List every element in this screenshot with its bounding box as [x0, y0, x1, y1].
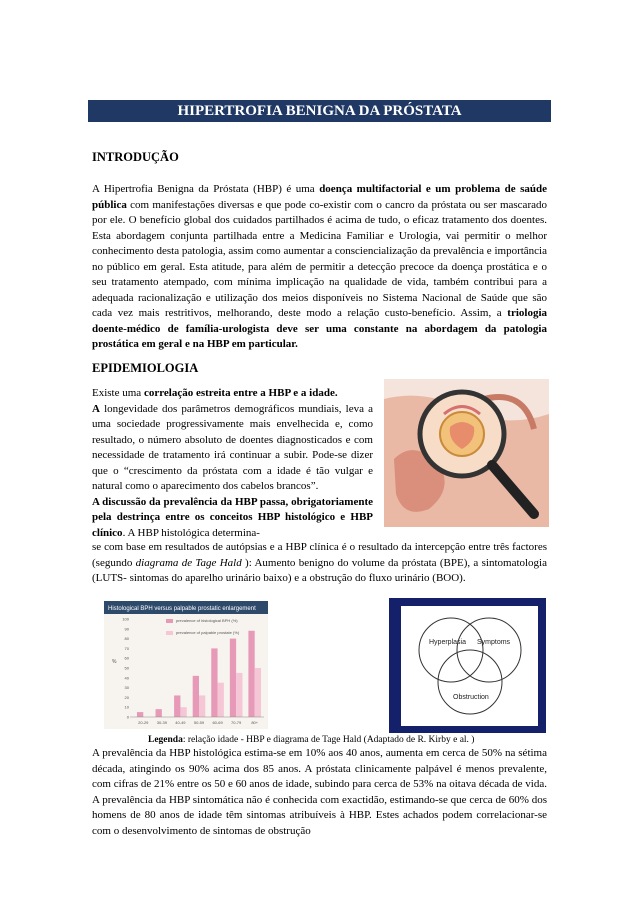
chart-x-tick-label: 30-39: [156, 720, 167, 725]
bar-histological: [174, 695, 180, 717]
intro-bold-2: triologia doente-médico de família-urologista deve ser uma constante na abordagem da patologia prostática em geral e na HBP em particular.: [92, 307, 547, 350]
chart-y-tick-label: 70: [124, 645, 129, 651]
chart-y-tick-label: 30: [124, 685, 129, 691]
caption-text: : relação idade - HBP e diagrama de Tage Hald (Adaptado de R. Kirby e al. ): [182, 735, 475, 745]
chart-title: Histological BPH versus palpable prostatic enlargement: [108, 606, 256, 612]
epidemiology-left-column: [92, 386, 373, 541]
epi-text-3: . A HBP histológica determina-: [122, 526, 260, 539]
chart-x-tick-label: 60-69: [212, 720, 223, 725]
epi-bold-1: correlação estreita entre a HBP e a idade.: [143, 387, 338, 399]
bar-histological: [211, 648, 217, 717]
bph-prevalence-chart: [104, 601, 268, 729]
chart-y-tick-label: 50: [124, 665, 129, 671]
chart-y-tick-label: 20: [124, 694, 129, 700]
epi-bold-2: A: [92, 402, 100, 415]
bar-histological: [248, 631, 254, 717]
chart-x-tick-label: 80+: [251, 720, 259, 725]
chart-y-tick-label: 100: [122, 616, 129, 622]
chart-x-labels: [138, 720, 259, 725]
venn-label-obstruction: Obstruction: [453, 694, 489, 701]
caption-bold: Legenda: [148, 735, 183, 745]
intro-text-2: com manifestações diversas e que pode co-existir com o cancro da próstata ou ser mascarado por ele. O benefício global dos cuidados partilhados é acima de tudo, o eficaz tratamento dos doentes. Esta abordagem conjunta partilhada entre a Medicina Familiar e Urologia, vai permitir o melhor conhecimento desta patologia, assim como aumentar a consciencialização da prevalência e importância no público em geral. Esta atitude, para além de permitir a detecção precoce da doença prostática e o seu tratamento atempado, com mínima implicação na qualidade de vida, também contribui para a adequada racionalização e utilização dos meios disponíveis no Sistema Nacional de Saúde que são cada vez mais restritivos, melhorando, deste modo a relação custo-benefício. Assim, a: [92, 198, 547, 319]
prostate-magnifier-illustration: [384, 379, 549, 527]
epi-wide-text-1: se com base em resultados de autópsias e a HBP clínica é o resultado da intercepção entre três factores (segundo: [92, 541, 547, 569]
figure-caption: [148, 735, 474, 745]
intro-bold-1: doença multifactorial e um problema de saúde pública: [92, 183, 547, 211]
intro-heading: INTRODUÇÃO: [92, 150, 179, 164]
tage-hald-venn-diagram: [389, 598, 546, 733]
chart-y-tick-label: 0: [126, 714, 129, 720]
bar-palpable: [199, 695, 205, 717]
venn-label-hyperplasia: Hyperplasia: [429, 639, 466, 646]
bar-palpable: [218, 683, 224, 717]
legend-palpable: prevalence of palpable prostate (%): [176, 630, 240, 635]
document-title: HIPERTROFIA BENIGNA DA PRÓSTATA: [88, 100, 551, 122]
legend-swatch-palpable: [166, 631, 173, 635]
legend-histological: prevalence of histological BPH (%): [176, 618, 238, 623]
epi-text-1: Existe uma: [92, 387, 144, 399]
chart-y-tick-label: 90: [124, 626, 129, 632]
bar-histological: [193, 676, 199, 717]
bar-palpable: [236, 673, 242, 717]
bar-histological: [230, 639, 236, 717]
chart-x-tick-label: 20-29: [138, 720, 149, 725]
epi-wide-text-2: ): Aumento benigno do volume da próstata (BPE), a sintomatologia (LUTS- sintomas do aparelho urinário baixo) e a obstrução do fluxo urinário (BOO).: [92, 556, 548, 584]
chart-y-label: %: [112, 659, 117, 665]
venn-label-symptoms: Symptoms: [477, 639, 511, 646]
chart-y-tick-label: 10: [124, 704, 129, 710]
chart-x-tick-label: 40-49: [175, 720, 186, 725]
bar-histological: [137, 712, 143, 717]
chart-x-tick-label: 50-59: [193, 720, 205, 725]
epi-text-2: longevidade dos parâmetros demográficos mundiais, leva a uma sociedade progressivamente mais envelhecida e, como resultado, o número absoluto de doentes diagnosticados e com necessidade de tratamento irá continuar a subir. Pode-se dizer que o “crescimento da próstata com a idade é tão vulgar e natural como o aparecimento dos cabelos brancos”.: [92, 402, 373, 492]
chart-x-tick-label: 70-79: [231, 720, 242, 725]
epi-wide-italic: diagrama de Tage Hald: [135, 556, 242, 569]
intro-paragraph: [92, 182, 547, 353]
chart-y-tick-label: 60: [124, 655, 129, 661]
bar-palpable: [255, 668, 261, 717]
chart-y-tick-label: 80: [124, 636, 129, 642]
epidemiology-wide-paragraph: [92, 540, 547, 587]
closing-paragraph: A prevalência da HBP histológica estima-se em 10% aos 40 anos, aumenta em cerca de 50% na sétima década, atingindo os 90% acima dos 85 anos. A próstata clinicamente palpável é menos prevalente, com cifras de 21% entre os 50 e 60 anos de idade, subindo para cerca de 53% na oitava década de vida. A prevalência da HBP sintomática não é conhecida com exactidão, estimando-se que cerca de 60% dos homens de 80 anos de idade têm sintomas atribuíveis à HBP. Estes achados podem correlacionar-se com o desenvolvimento de sintomas de obstrução: [92, 747, 547, 837]
intro-text-1: A Hipertrofia Benigna da Próstata (HBP) é uma: [92, 183, 320, 195]
chart-y-tick-label: 40: [124, 675, 129, 681]
legend-swatch-histological: [166, 619, 173, 623]
bar-histological: [156, 709, 162, 717]
epidemiology-heading: EPIDEMIOLOGIA: [92, 361, 199, 375]
bar-palpable: [180, 707, 186, 717]
epi-bold-3: A discussão da prevalência da HBP passa, obrigatoriamente pela destrinça entre os conceitos HBP histológico e HBP clínico: [92, 495, 373, 539]
